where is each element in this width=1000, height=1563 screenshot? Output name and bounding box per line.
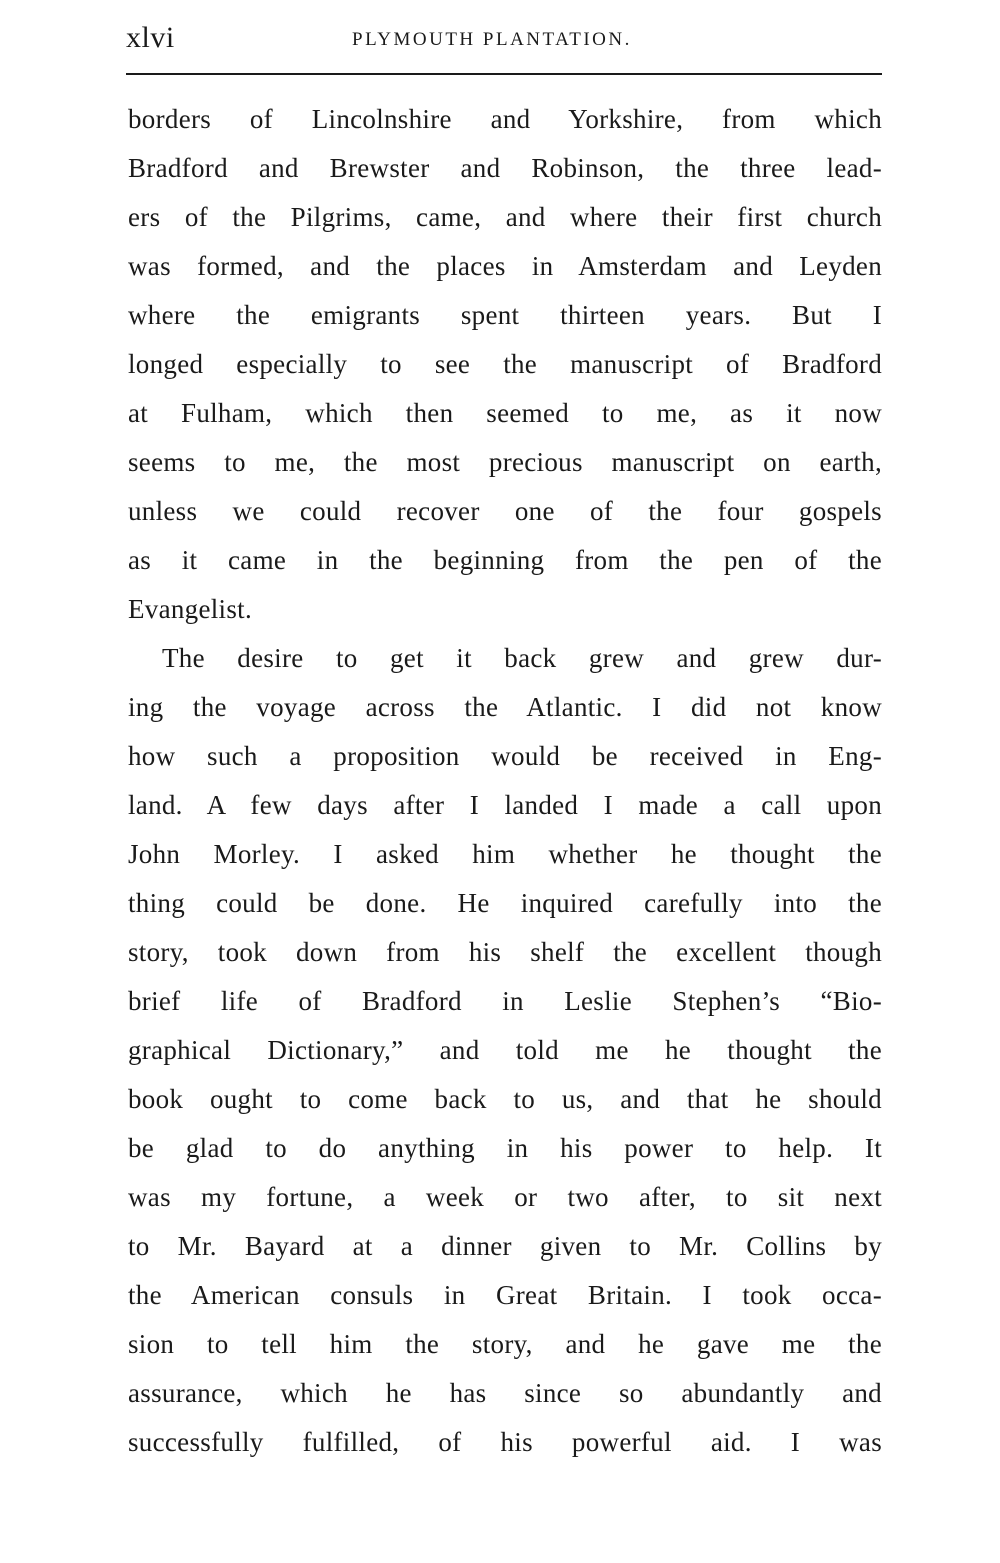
text-line: longed especially to see the manuscript of Bradford [128, 349, 882, 379]
text-line: be glad to do anything in his power to help. It [128, 1133, 882, 1163]
text-line: land. A few days after I landed I made a call upon [128, 790, 882, 820]
text-line: assurance, which he has since so abundantly and [128, 1378, 882, 1408]
text-line: Bradford and Brewster and Robinson, the three lead- [128, 153, 882, 183]
text-line: borders of Lincolnshire and Yorkshire, from which [128, 104, 882, 134]
text-line-paragraph-end: Evangelist. [128, 594, 253, 624]
text-line: at Fulham, which then seemed to me, as it now [128, 398, 882, 428]
text-line: successfully fulfilled, of his powerful aid. I was [128, 1427, 882, 1457]
text-line: the American consuls in Great Britain. I took occa- [128, 1280, 882, 1310]
page-number: xlvi [126, 21, 175, 54]
text-line: brief life of Bradford in Leslie Stephen’s “Bio- [128, 986, 882, 1016]
text-line: as it came in the beginning from the pen of the [128, 545, 882, 575]
text-line-paragraph-start: The desire to get it back grew and grew dur- [162, 643, 882, 673]
text-line: book ought to come back to us, and that he should [128, 1084, 882, 1114]
text-line: unless we could recover one of the four gospels [128, 496, 882, 526]
text-line: graphical Dictionary,” and told me he thought the [128, 1035, 882, 1065]
text-line: to Mr. Bayard at a dinner given to Mr. Collins by [128, 1231, 882, 1261]
text-line: was formed, and the places in Amsterdam and Leyden [128, 251, 882, 281]
header-rule [126, 73, 882, 75]
text-line: how such a proposition would be received in Eng- [128, 741, 882, 771]
text-line: where the emigrants spent thirteen years. But I [128, 300, 882, 330]
text-line: sion to tell him the story, and he gave me the [128, 1329, 882, 1359]
text-line: was my fortune, a week or two after, to sit next [128, 1182, 882, 1212]
body-text [128, 95, 882, 1467]
text-line: ing the voyage across the Atlantic. I did not know [128, 692, 882, 722]
text-line: story, took down from his shelf the excellent though [128, 937, 882, 967]
running-title: PLYMOUTH PLANTATION. [352, 29, 632, 50]
page-header [126, 18, 882, 58]
text-line: ers of the Pilgrims, came, and where their first church [128, 202, 882, 232]
text-line: thing could be done. He inquired carefully into the [128, 888, 882, 918]
text-line: John Morley. I asked him whether he thought the [128, 839, 882, 869]
text-line: seems to me, the most precious manuscript on earth, [128, 447, 882, 477]
